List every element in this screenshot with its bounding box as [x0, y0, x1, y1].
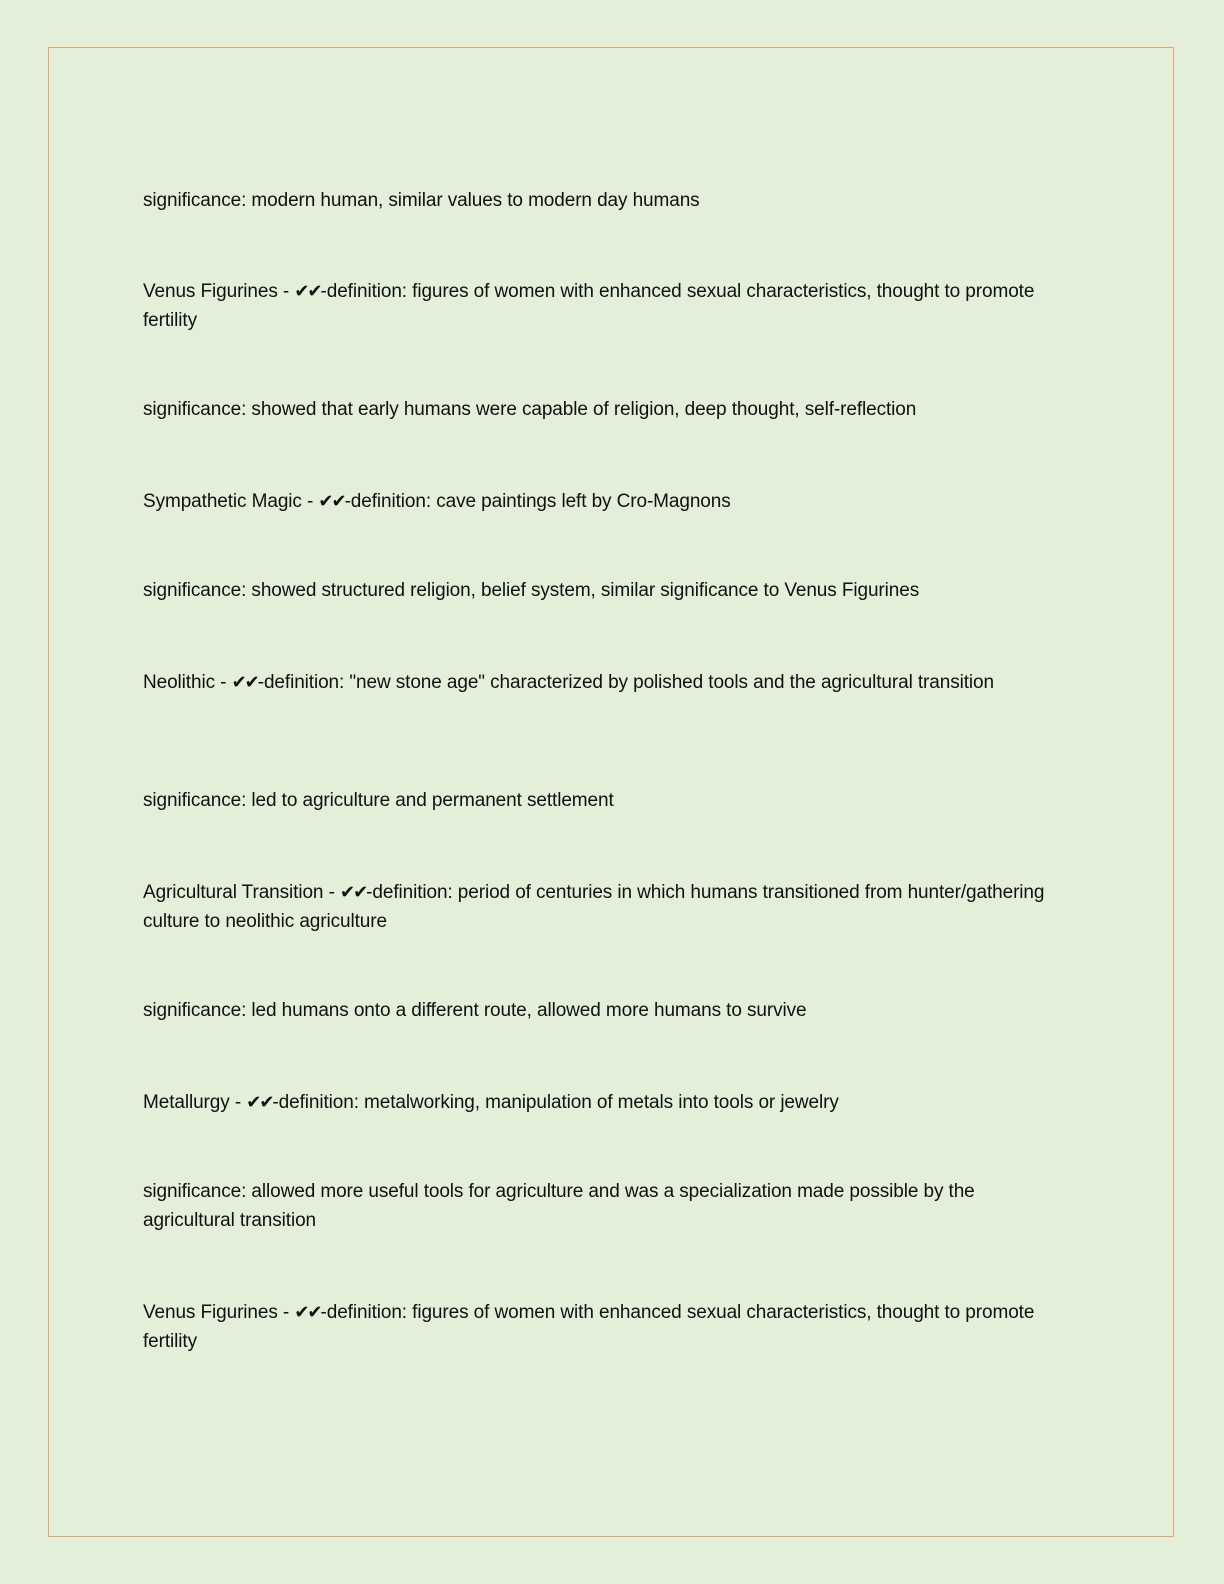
term-label: Agricultural Transition - — [143, 882, 340, 903]
checkmark-icon: ✔✔ — [339, 882, 367, 903]
paragraph-text: significance: led humans onto a different route, allowed more humans to survive — [143, 1000, 807, 1021]
term-label: Neolithic - — [143, 672, 232, 693]
term-definition: -definition: "new stone age" characterized by polished tools and the agricultural transition — [257, 672, 994, 693]
paragraph-significance — [143, 576, 1053, 605]
paragraph-text: significance: showed structured religion, belief system, similar significance to Venus Figurines — [143, 580, 920, 601]
paragraph-term — [143, 1298, 1053, 1356]
paragraph-term — [143, 1088, 1053, 1117]
paragraph-term — [143, 277, 1053, 335]
checkmark-icon: ✔✔ — [246, 1092, 273, 1113]
paragraph-text: significance: showed that early humans were capable of religion, deep thought, self-reflection — [143, 399, 917, 420]
paragraph-term — [143, 487, 1053, 516]
term-definition: -definition: metalworking, manipulation of metals into tools or jewelry — [272, 1092, 839, 1113]
paragraph-term — [143, 668, 1053, 697]
checkmark-icon: ✔✔ — [231, 672, 258, 693]
paragraph-significance — [143, 186, 1053, 215]
term-label: Sympathetic Magic - — [143, 491, 319, 512]
paragraph-significance — [143, 996, 1053, 1025]
term-definition: -definition: period of centuries in which humans transitioned from hunter/gathering culture to neolithic agriculture — [143, 882, 1045, 932]
term-label: Venus Figurines - — [143, 1302, 295, 1323]
paragraph-significance — [143, 395, 1053, 424]
checkmark-icon: ✔✔ — [294, 1302, 321, 1323]
paragraph-text: significance: allowed more useful tools for agriculture and was a specialization made possible by the agricultural transition — [143, 1181, 975, 1231]
checkmark-icon: ✔✔ — [318, 491, 345, 512]
term-definition: -definition: figures of women with enhanced sexual characteristics, thought to promote fertility — [143, 1302, 1035, 1352]
term-label: Venus Figurines - — [143, 281, 295, 302]
term-definition: -definition: cave paintings left by Cro-Magnons — [344, 491, 731, 512]
term-label: Metallurgy - — [143, 1092, 247, 1113]
term-definition: -definition: figures of women with enhanced sexual characteristics, thought to promote fertility — [143, 281, 1035, 331]
paragraph-text: significance: led to agriculture and permanent settlement — [143, 790, 614, 811]
paragraph-term — [143, 878, 1053, 936]
paragraph-text: significance: modern human, similar values to modern day humans — [143, 190, 700, 211]
checkmark-icon: ✔✔ — [294, 281, 321, 302]
paragraph-significance — [143, 786, 1053, 815]
paragraph-significance — [143, 1177, 1053, 1235]
